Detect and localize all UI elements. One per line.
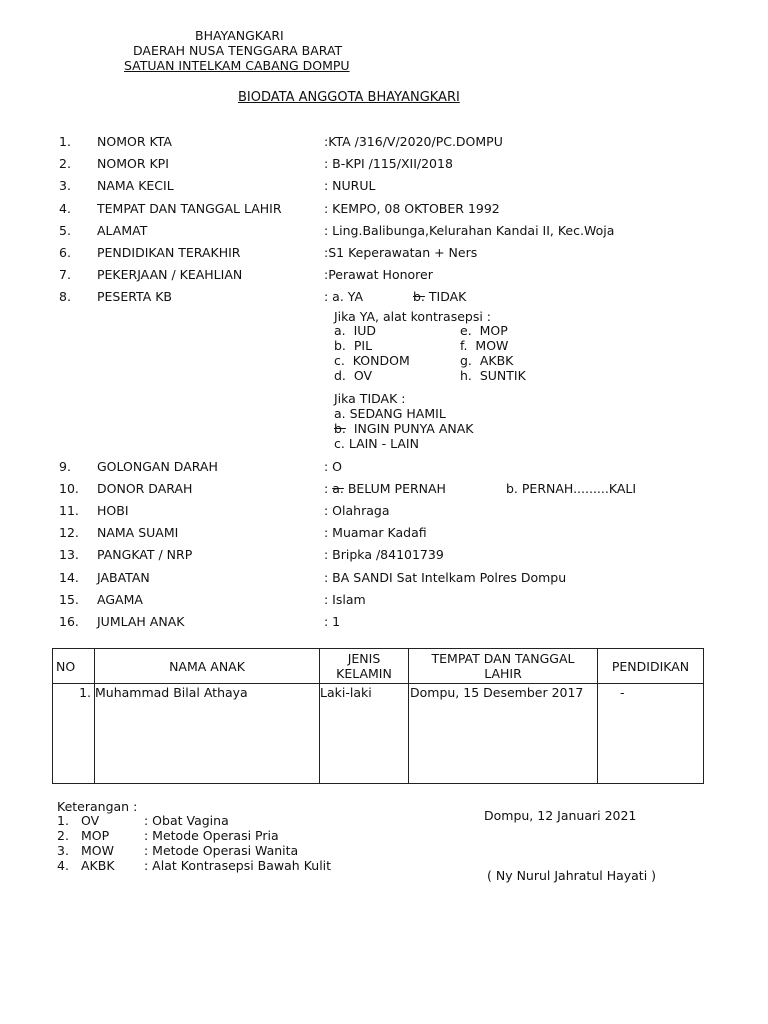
keterangan-abbr: OV	[81, 813, 100, 828]
field-value: :S1 Keperawatan + Ners	[324, 245, 478, 260]
header-line-1: BHAYANGKARI	[195, 28, 284, 43]
keterangan-no: 2.	[57, 828, 69, 843]
signature-name: ( Ny Nurul Jahratul Hayati )	[487, 868, 657, 883]
field-no: 8.	[59, 289, 71, 304]
field-value: : Muamar Kadafi	[324, 525, 427, 541]
donor-option-a-letter: a.	[332, 481, 344, 496]
kb-tidak-a: a. SEDANG HAMIL	[334, 406, 446, 421]
field-no: 11.	[59, 503, 79, 518]
header-line-2: DAERAH NUSA TENGGARA BARAT	[133, 43, 343, 58]
keterangan-abbr: MOW	[81, 843, 114, 858]
table-header-ttl: TEMPAT DAN TANGGAL LAHIR	[409, 649, 598, 684]
table-header-pendidikan: PENDIDIKAN	[598, 649, 704, 684]
kb-tidak-b	[334, 421, 473, 436]
field-label: HOBI	[97, 503, 129, 518]
kb-option-tidak-text: TIDAK	[424, 289, 467, 304]
field-value: : KEMPO, 08 OKTOBER 1992	[324, 200, 500, 216]
field-label: TEMPAT DAN TANGGAL LAHIR	[97, 200, 282, 216]
field-value: : B-KPI /115/XII/2018	[324, 156, 453, 172]
field-label: JUMLAH ANAK	[97, 614, 185, 629]
field-no: 5.	[59, 222, 71, 238]
donor-option-b: b. PERNAH.........KALI	[506, 481, 637, 496]
kb-ya-option: c. KONDOM	[334, 353, 410, 368]
field-label: NAMA KECIL	[97, 178, 174, 194]
keterangan-desc: : Metode Operasi Pria	[144, 828, 279, 843]
kb-tidak-b-letter: b.	[334, 421, 346, 436]
kb-tidak-b-text: INGIN PUNYA ANAK	[345, 421, 474, 436]
kb-ya-option: e. MOP	[460, 323, 508, 338]
keterangan-no: 3.	[57, 843, 69, 858]
field-label: DONOR DARAH	[97, 481, 193, 496]
field-value: : 1	[324, 614, 341, 629]
field-label: PENDIDIKAN TERAKHIR	[97, 245, 241, 260]
table-cell-no: 1.	[53, 684, 95, 784]
field-label: JABATAN	[97, 569, 150, 585]
field-value: : Olahraga	[324, 503, 390, 518]
field-value: : O	[324, 459, 343, 474]
field-label: GOLONGAN DARAH	[97, 459, 218, 474]
field-value: : NURUL	[324, 178, 376, 194]
table-header-row	[53, 649, 704, 684]
kb-option-ya: : a. YA	[324, 289, 364, 304]
field-no: 4.	[59, 200, 71, 216]
table-header-no: NO	[53, 649, 95, 684]
field-label: ALAMAT	[97, 222, 148, 238]
field-label: PESERTA KB	[97, 289, 173, 304]
kb-ya-option: d. OV	[334, 368, 373, 383]
keterangan-abbr: MOP	[81, 828, 110, 843]
field-no: 9.	[59, 459, 71, 474]
donor-colon: :	[324, 481, 329, 496]
field-no: 16.	[59, 614, 79, 629]
field-value: : Bripka /84101739	[324, 547, 444, 563]
page-title: BIODATA ANGGOTA BHAYANGKARI	[238, 90, 460, 105]
field-label: NOMOR KTA	[97, 134, 172, 149]
donor-option-a	[324, 481, 446, 496]
children-table	[52, 648, 704, 784]
field-no: 2.	[59, 156, 71, 172]
field-value: : BA SANDI Sat Intelkam Polres Dompu	[324, 569, 567, 585]
field-no: 3.	[59, 178, 71, 194]
keterangan-no: 1.	[57, 813, 69, 828]
field-no: 1.	[59, 134, 71, 149]
field-no: 10.	[59, 481, 79, 496]
field-label: PANGKAT / NRP	[97, 547, 193, 563]
donor-option-a-text: BELUM PERNAH	[343, 481, 446, 496]
table-cell-pendidikan: -	[598, 684, 704, 784]
kb-tidak-title: Jika TIDAK :	[334, 391, 406, 406]
table-cell-ttl: Dompu, 15 Desember 2017	[409, 684, 598, 784]
field-label: PEKERJAAN / KEAHLIAN	[97, 267, 243, 283]
kb-ya-title: Jika YA, alat kontrasepsi :	[334, 309, 492, 324]
field-value: : Ling.Balibunga,Kelurahan Kandai II, Kec.Woja	[324, 222, 615, 238]
field-no: 12.	[59, 525, 79, 541]
field-value: :Perawat Honorer	[324, 267, 433, 283]
field-value: : Islam	[324, 591, 366, 607]
kb-ya-option: g. AKBK	[460, 353, 514, 368]
kb-option-tidak	[413, 289, 466, 304]
keterangan-title: Keterangan :	[57, 799, 138, 814]
kb-tidak-c: c. LAIN - LAIN	[334, 436, 419, 451]
table-header-jenis-kelamin: JENIS KELAMIN	[320, 649, 409, 684]
table-cell-jenis-kelamin: Laki-laki	[320, 684, 409, 784]
field-label: NOMOR KPI	[97, 156, 169, 172]
kb-ya-option: a. IUD	[334, 323, 377, 338]
kb-ya-option: f. MOW	[460, 338, 509, 353]
keterangan-desc: : Obat Vagina	[144, 813, 229, 828]
kb-ya-option: h. SUNTIK	[460, 368, 526, 383]
keterangan-desc: : Alat Kontrasepsi Bawah Kulit	[144, 858, 332, 873]
field-value: :KTA /316/V/2020/PC.DOMPU	[324, 134, 503, 149]
kb-option-tidak-letter: b.	[413, 289, 425, 304]
field-no: 6.	[59, 245, 71, 260]
keterangan-no: 4.	[57, 858, 69, 873]
signature-place-date: Dompu, 12 Januari 2021	[484, 808, 637, 823]
keterangan-desc: : Metode Operasi Wanita	[144, 843, 299, 858]
field-no: 14.	[59, 569, 79, 585]
table-row	[53, 684, 704, 784]
field-label: AGAMA	[97, 591, 143, 607]
table-header-nama: NAMA ANAK	[95, 649, 320, 684]
field-label: NAMA SUAMI	[97, 525, 179, 541]
field-no: 7.	[59, 267, 71, 283]
table-cell-nama: Muhammad Bilal Athaya	[95, 684, 320, 784]
field-no: 15.	[59, 591, 79, 607]
kb-ya-option: b. PIL	[334, 338, 373, 353]
header-line-3: SATUAN INTELKAM CABANG DOMPU	[124, 58, 350, 73]
keterangan-abbr: AKBK	[81, 858, 115, 873]
field-no: 13.	[59, 547, 79, 563]
